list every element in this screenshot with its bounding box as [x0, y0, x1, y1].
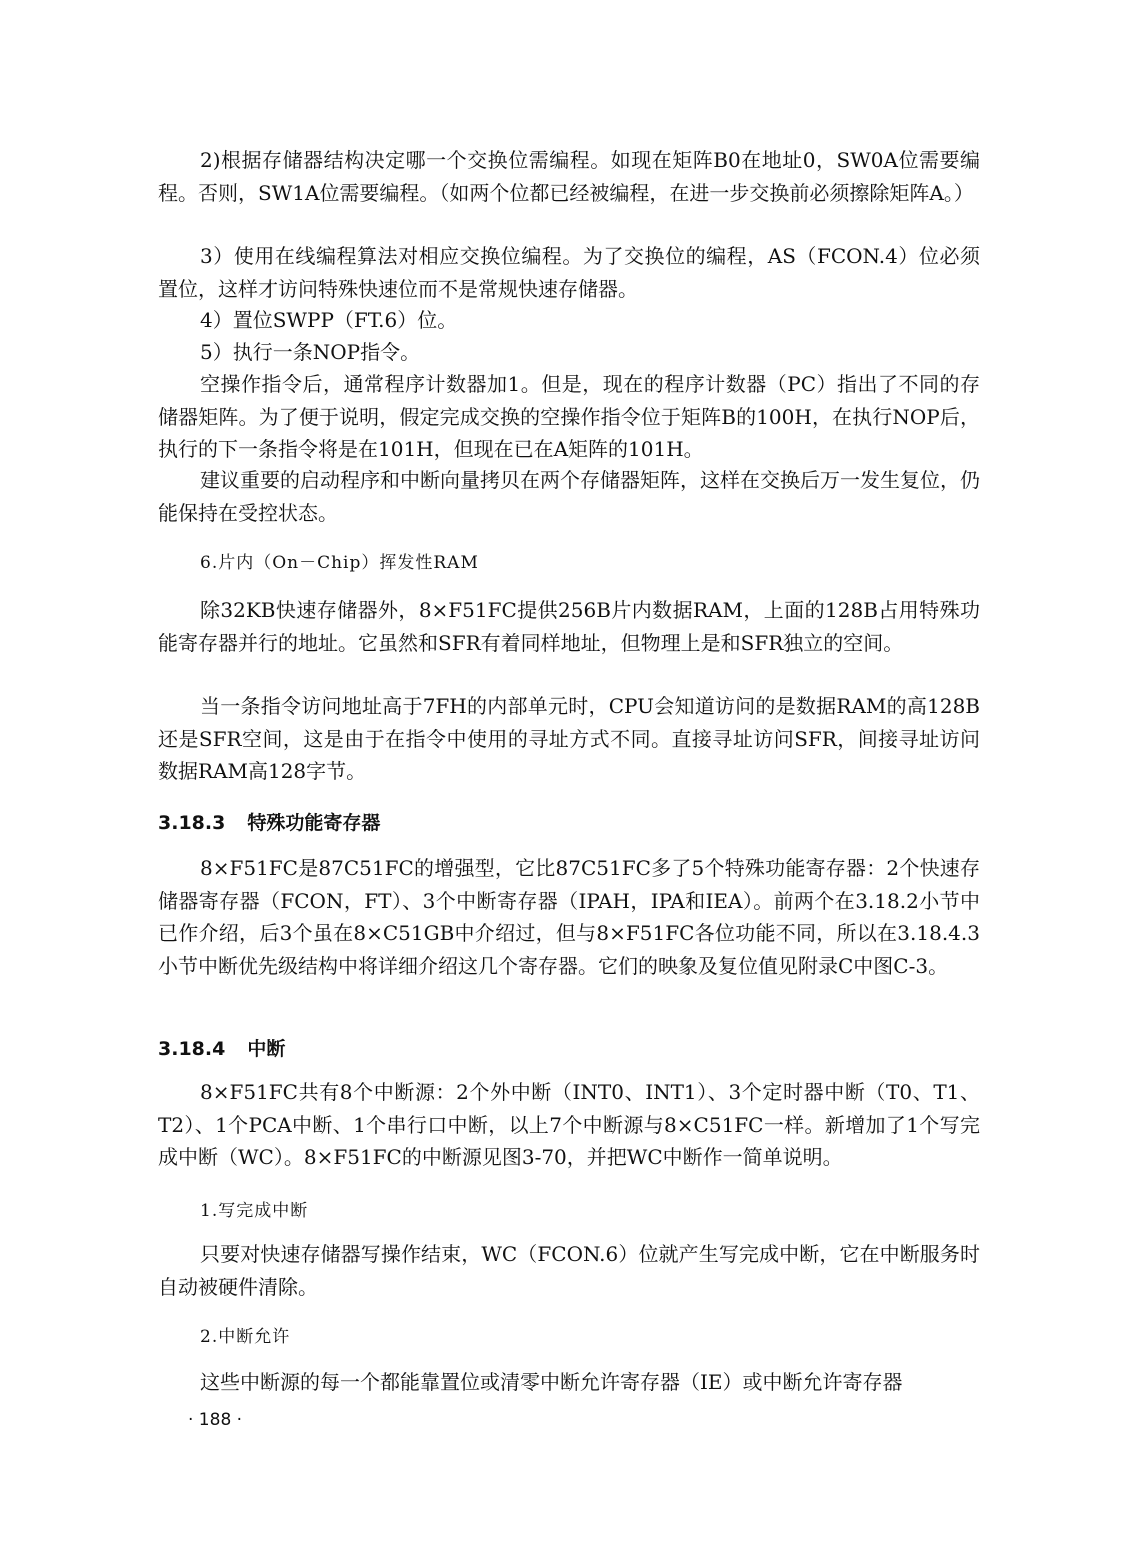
subheading-write-complete-interrupt: 1.写完成中断 [200, 1201, 309, 1221]
paragraph-nop-explanation: 空操作指令后，通常程序计数器加1。但是，现在的程序计数器（PC）指出了不同的存储器矩阵。为了便于说明，假定完成交换的空操作指令位于矩阵B的100H，在执行NOP后，执行的下一条指令将是在101H，但现在已在A矩阵的101H。 [158, 372, 980, 461]
section-number: 3.18.4 [158, 1038, 226, 1060]
section-title: 特殊功能寄存器 [247, 812, 381, 834]
paragraph-sfr-description: 8×F51FC是87C51FC的增强型，它比87C51FC多了5个特殊功能寄存器：2个快速存储器寄存器（FCON，FT）、3个中断寄存器（IPAH，IPA和IEA）。前两个在3.18.2小节中已作介绍，后3个虽在8×C51GB中介绍过，但与8×F51FC各位功能不同，所以在3.18.4.3小节中断优先级结构中将详细介绍这几个寄存器。它们的映象及复位值见附录C中图C-3。 [158, 856, 980, 978]
paragraph-ram-description: 除32KB快速存储器外，8×F51FC提供256B片内数据RAM，上面的128B占用特殊功能寄存器并行的地址。它虽然和SFR有着同样地址，但物理上是和SFR独立的空间。 [158, 598, 980, 655]
paragraph-switch-bit-program: 3）使用在线编程算法对相应交换位编程。为了交换位的编程，AS（FCON.4）位必须置位，这样才访问特殊快速位而不是常规快速存储器。 [158, 244, 980, 301]
section-heading-3-18-4 [158, 1034, 285, 1061]
paragraph-recommendation: 建议重要的启动程序和中断向量拷贝在两个存储器矩阵，这样在交换后万一发生复位，仍能保持在受控状态。 [158, 468, 980, 525]
section-title: 中断 [247, 1038, 286, 1060]
section-heading-3-18-3 [158, 808, 380, 835]
section-number: 3.18.3 [158, 812, 226, 834]
page-number: · 188 · [188, 1410, 243, 1430]
paragraph-ram-addressing: 当一条指令访问地址高于7FH的内部单元时，CPU会知道访问的是数据RAM的高128B还是SFR空间，这是由于在指令中使用的寻址方式不同。直接寻址访问SFR，间接寻址访问数据RAM高128字节。 [158, 694, 980, 783]
paragraph-switch-bit-select: 2)根据存储器结构决定哪一个交换位需编程。如现在矩阵B0在地址0，SW0A位需要编程。否则，SW1A位需要编程。（如两个位都已经被编程，在进一步交换前必须擦除矩阵A。） [158, 148, 980, 205]
paragraph-set-swpp: 4）置位SWPP（FT.6）位。 [200, 308, 458, 332]
paragraph-interrupt-sources: 8×F51FC共有8个中断源：2个外中断（INT0、INT1）、3个定时器中断（T0、T1、T2）、1个PCA中断、1个串行口中断，以上7个中断源与8×C51FC一样。新增加了1个写完成中断（WC）。8×F51FC的中断源见图3-70，并把WC中断作一简单说明。 [158, 1080, 980, 1169]
subheading-onchip-ram: 6.片内（On－Chip）挥发性RAM [200, 553, 479, 573]
subheading-interrupt-enable: 2.中断允许 [200, 1327, 291, 1347]
paragraph-execute-nop: 5）执行一条NOP指令。 [200, 340, 421, 364]
paragraph-interrupt-enable: 这些中断源的每一个都能靠置位或清零中断允许寄存器（IE）或中断允许寄存器 [200, 1370, 903, 1394]
paragraph-write-complete: 只要对快速存储器写操作结束，WC（FCON.6）位就产生写完成中断，它在中断服务时自动被硬件清除。 [158, 1242, 980, 1299]
